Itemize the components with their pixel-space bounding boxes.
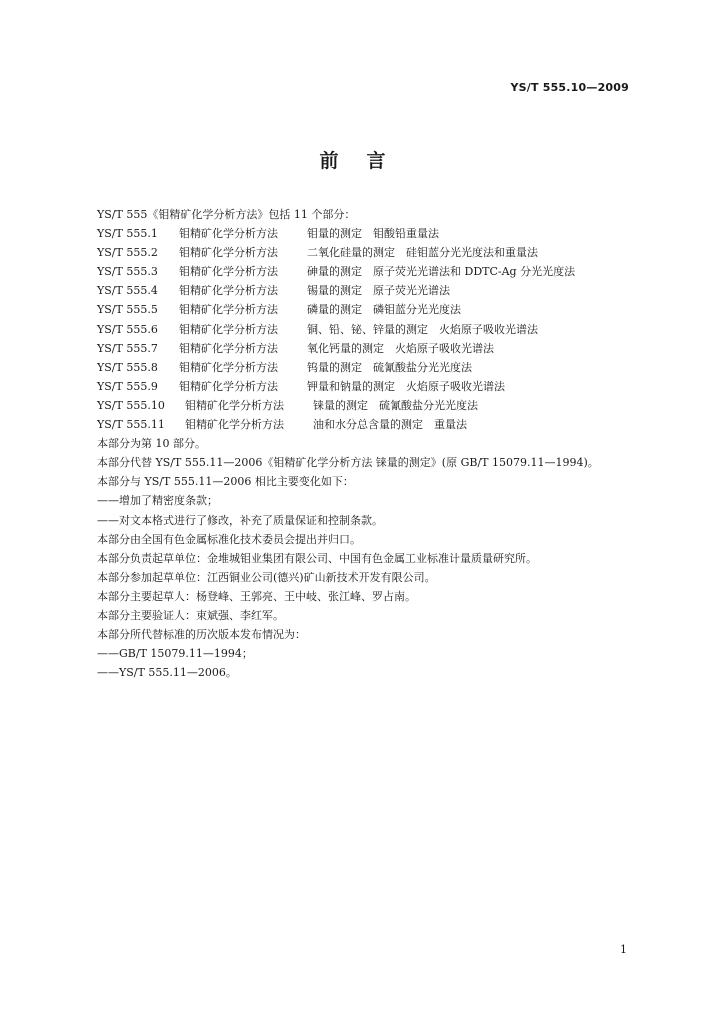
part-subject: 钨量的测定 硫氰酸盐分光光度法 bbox=[307, 360, 472, 374]
part-code: YS/T 555.1 bbox=[97, 227, 158, 241]
body-line: 本部分与 YS/T 555.11—2006 相比主要变化如下： bbox=[97, 475, 354, 489]
body-line: ——GB/T 15079.11—1994； bbox=[97, 647, 253, 661]
part-method: 钼精矿化学分析方法 bbox=[185, 418, 284, 432]
parts-list bbox=[97, 224, 657, 434]
part-code: YS/T 555.7 bbox=[97, 341, 158, 355]
part-subject: 钾量和钠量的测定 火焰原子吸收光谱法 bbox=[307, 379, 505, 393]
part-code: YS/T 555.11 bbox=[97, 418, 165, 432]
part-row bbox=[97, 358, 657, 377]
part-row bbox=[97, 415, 657, 434]
part-code: YS/T 555.10 bbox=[97, 398, 165, 412]
document-code: YS/T 555.10—2009 bbox=[510, 81, 629, 94]
part-row bbox=[97, 224, 657, 243]
part-row bbox=[97, 243, 657, 262]
part-subject: 铜、铅、铋、锌量的测定 火焰原子吸收光谱法 bbox=[307, 322, 538, 336]
part-subject: 磷量的测定 磷钼蓝分光光度法 bbox=[307, 303, 461, 317]
part-method: 钼精矿化学分析方法 bbox=[179, 341, 278, 355]
part-row bbox=[97, 377, 657, 396]
body-line: 本部分由全国有色金属标准化技术委员会提出并归口。 bbox=[97, 532, 361, 546]
body-line: 本部分参加起草单位：江西铜业公司(德兴)矿山新技术开发有限公司。 bbox=[97, 570, 436, 584]
part-method: 钼精矿化学分析方法 bbox=[179, 322, 278, 336]
body-line: 本部分主要起草人：杨登峰、王郭亮、王中岐、张江峰、罗占南。 bbox=[97, 589, 416, 603]
body-line: 本部分代替 YS/T 555.11—2006《钼精矿化学分析方法 铼量的测定》(原 GB/T 15079.11—1994)。 bbox=[97, 456, 599, 470]
body-line: ——增加了精密度条款； bbox=[97, 494, 218, 508]
part-subject: 氧化钙量的测定 火焰原子吸收光谱法 bbox=[307, 341, 494, 355]
body-line: ——对文本格式进行了修改，补充了质量保证和控制条款。 bbox=[97, 513, 383, 527]
part-code: YS/T 555.2 bbox=[97, 246, 158, 260]
part-subject: 锡量的测定 原子荧光光谱法 bbox=[307, 284, 450, 298]
part-code: YS/T 555.9 bbox=[97, 379, 158, 393]
part-code: YS/T 555.4 bbox=[97, 284, 158, 298]
part-method: 钼精矿化学分析方法 bbox=[179, 227, 278, 241]
part-subject: 砷量的测定 原子荧光光谱法和 DDTC-Ag 分光光度法 bbox=[307, 265, 576, 279]
part-method: 钼精矿化学分析方法 bbox=[179, 360, 278, 374]
part-code: YS/T 555.5 bbox=[97, 303, 158, 317]
part-method: 钼精矿化学分析方法 bbox=[179, 265, 278, 279]
body-line: 本部分主要验证人：束斌强、李红军。 bbox=[97, 608, 284, 622]
body-line: ——YS/T 555.11—2006。 bbox=[97, 666, 237, 680]
part-code: YS/T 555.8 bbox=[97, 360, 158, 374]
part-method: 钼精矿化学分析方法 bbox=[179, 379, 278, 393]
part-subject: 二氧化硅量的测定 硅钼蓝分光光度法和重量法 bbox=[307, 246, 538, 260]
part-method: 钼精矿化学分析方法 bbox=[179, 246, 278, 260]
part-subject: 钼量的测定 钼酸铅重量法 bbox=[307, 227, 439, 241]
part-method: 钼精矿化学分析方法 bbox=[185, 398, 284, 412]
part-row bbox=[97, 262, 657, 281]
part-row bbox=[97, 300, 657, 319]
part-row bbox=[97, 339, 657, 358]
part-subject: 铼量的测定 硫氰酸盐分光光度法 bbox=[313, 398, 478, 412]
body-line: 本部分为第 10 部分。 bbox=[97, 437, 206, 451]
part-row bbox=[97, 320, 657, 339]
body-line: 本部分负责起草单位：金堆城钼业集团有限公司、中国有色金属工业标准计量质量研究所。 bbox=[97, 551, 537, 565]
part-row bbox=[97, 281, 657, 300]
part-code: YS/T 555.6 bbox=[97, 322, 158, 336]
document-body bbox=[97, 205, 657, 682]
part-subject: 油和水分总含量的测定 重量法 bbox=[313, 418, 467, 432]
part-code: YS/T 555.3 bbox=[97, 265, 158, 279]
intro-line: YS/T 555《钼精矿化学分析方法》包括 11 个部分： bbox=[97, 208, 356, 221]
page-title: 前言 bbox=[319, 150, 414, 172]
page-number: 1 bbox=[620, 943, 627, 956]
part-method: 钼精矿化学分析方法 bbox=[179, 303, 278, 317]
part-row bbox=[97, 396, 657, 415]
body-line: 本部分所代替标准的历次版本发布情况为： bbox=[97, 628, 306, 642]
part-method: 钼精矿化学分析方法 bbox=[179, 284, 278, 298]
